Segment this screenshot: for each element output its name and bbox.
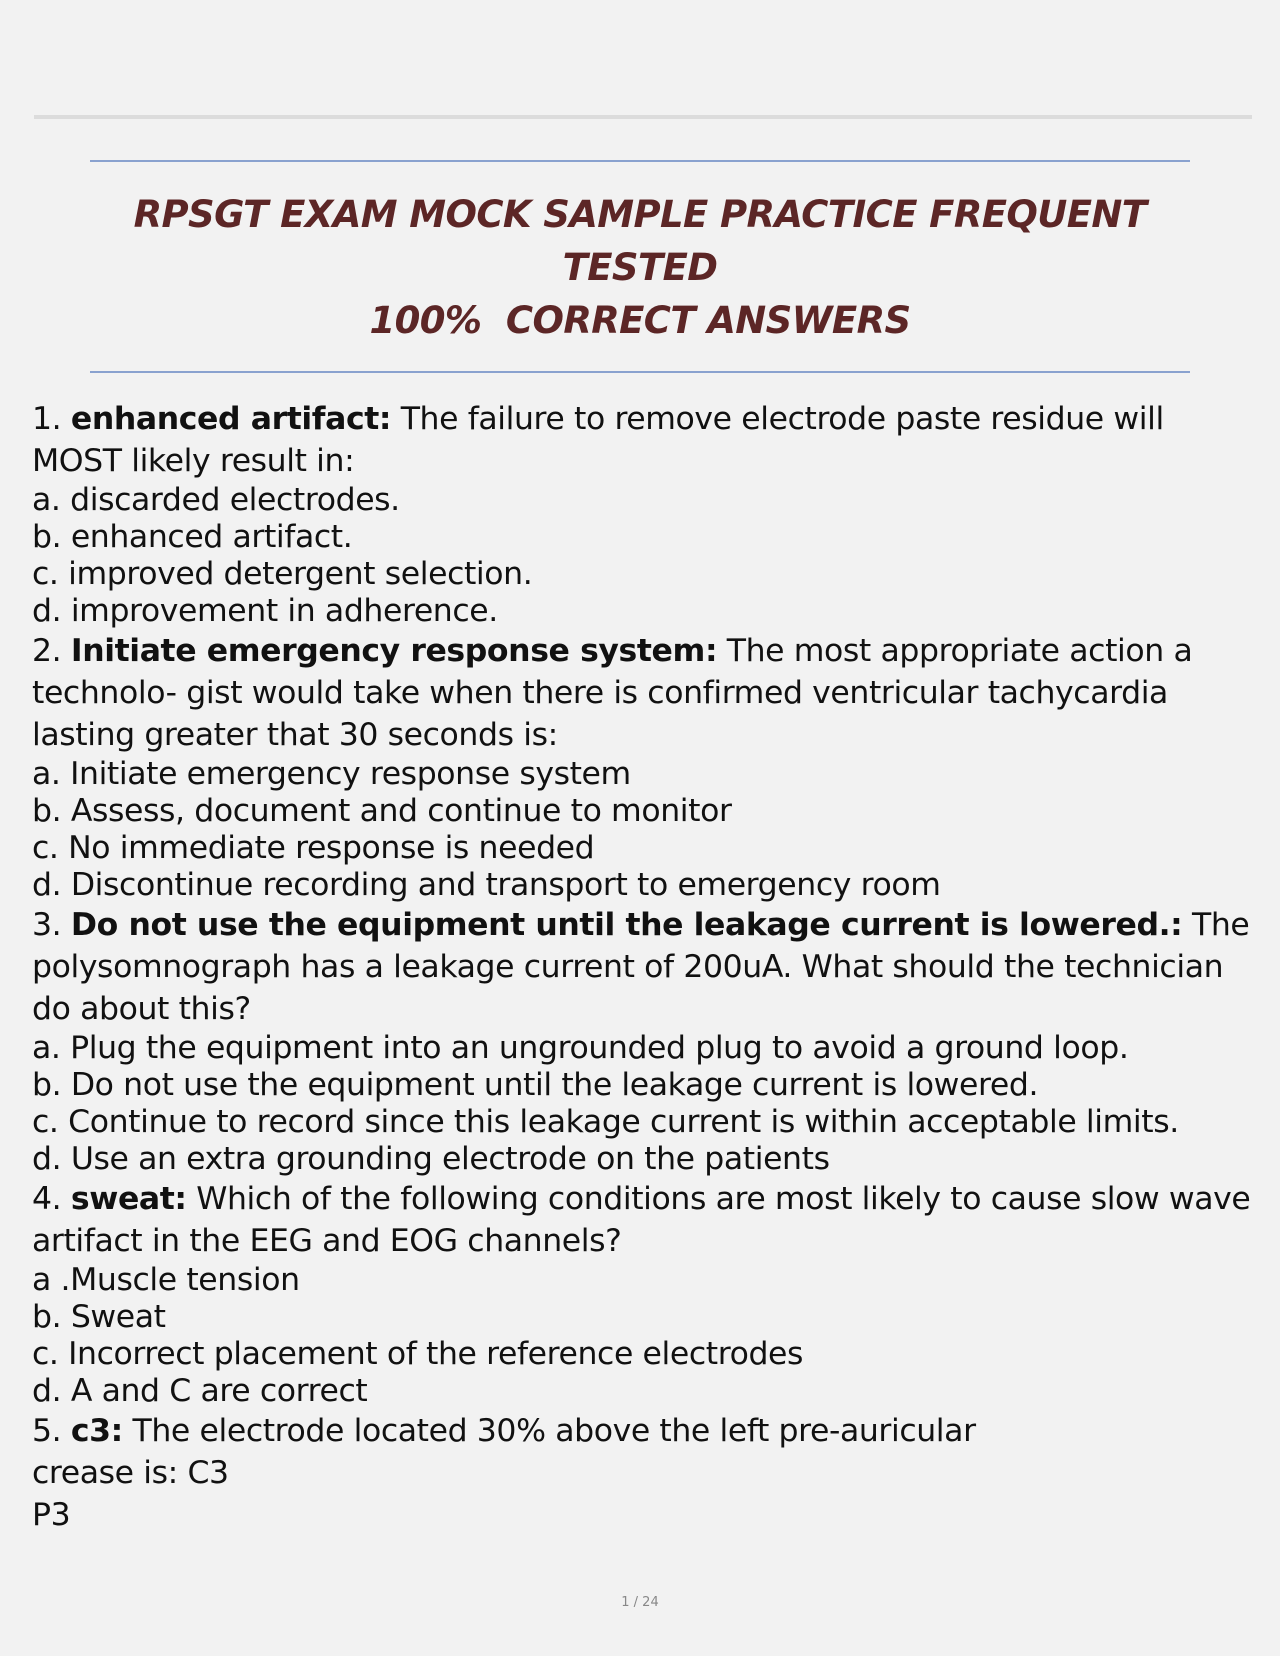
option-d: d. A and C are correct bbox=[32, 1373, 368, 1409]
question-extra-text: P3 bbox=[32, 1497, 71, 1533]
question-prompt: The most appropriate action a technolo- gist would take when there is confirmed ventricular tachycardia lasting greater that 30 seconds is: bbox=[32, 633, 1193, 753]
question-prompt: The polysomnograph has a leakage current of 200uA. What should the technician do about this? bbox=[32, 907, 1250, 1027]
question-4 bbox=[32, 1178, 1257, 1410]
question-2 bbox=[32, 630, 1257, 904]
question-text bbox=[32, 904, 1257, 1030]
option-b: b. enhanced artifact. bbox=[32, 519, 353, 555]
question-number: 3. bbox=[32, 907, 62, 943]
option-b: b. Assess, document and continue to monitor bbox=[32, 793, 732, 829]
question-1 bbox=[32, 398, 1257, 630]
question-list bbox=[32, 398, 1257, 1536]
title-line-2: 100% CORRECT ANSWERS bbox=[369, 299, 911, 342]
document-title bbox=[90, 188, 1190, 347]
title-line-1: RPSGT EXAM MOCK SAMPLE PRACTICE FREQUENT TESTED bbox=[133, 193, 1147, 289]
option-c: c. No immediate response is needed bbox=[32, 830, 595, 866]
answer-key: Do not use the equipment until the leakage current is lowered.: bbox=[70, 907, 1183, 943]
question-5 bbox=[32, 1410, 1257, 1536]
question-text bbox=[32, 1410, 1257, 1452]
option-c: c. improved detergent selection. bbox=[32, 556, 533, 592]
option-d: d. Discontinue recording and transport to emergency room bbox=[32, 867, 941, 903]
page-indicator: 1 / 24 bbox=[621, 1595, 659, 1610]
question-text bbox=[32, 630, 1257, 756]
option-c: c. Continue to record since this leakage current is within acceptable limits. bbox=[32, 1104, 1179, 1140]
option-d: d. improvement in adherence. bbox=[32, 593, 498, 629]
option-b: b. Do not use the equipment until the leakage current is lowered. bbox=[32, 1067, 1039, 1103]
option-c: c. Incorrect placement of the reference electrodes bbox=[32, 1336, 804, 1372]
answer-key: c3: bbox=[70, 1413, 123, 1449]
option-a: a. Plug the equipment into an ungrounded plug to avoid a ground loop. bbox=[32, 1030, 1129, 1066]
title-top-rule bbox=[90, 160, 1190, 162]
answer-key: sweat: bbox=[70, 1181, 187, 1217]
question-3 bbox=[32, 904, 1257, 1178]
option-d: d. Use an extra grounding electrode on the patients bbox=[32, 1141, 830, 1177]
question-number: 4. bbox=[32, 1181, 62, 1217]
question-prompt: The electrode located 30% above the left pre-auricular bbox=[122, 1413, 976, 1449]
question-prompt: Which of the following conditions are most likely to cause slow wave artifact in the EEG and EOG channels? bbox=[32, 1181, 1251, 1259]
title-bottom-rule bbox=[90, 371, 1190, 373]
question-number: 2. bbox=[32, 633, 62, 669]
question-prompt: The failure to remove electrode paste residue will MOST likely result in: bbox=[32, 401, 1164, 479]
question-prompt-continued: crease is: C3 bbox=[32, 1455, 229, 1491]
option-b: b. Sweat bbox=[32, 1299, 166, 1335]
question-number: 5. bbox=[32, 1413, 62, 1449]
top-divider bbox=[34, 115, 1252, 119]
option-a: a. discarded electrodes. bbox=[32, 482, 400, 518]
option-a: a. Initiate emergency response system bbox=[32, 756, 631, 792]
question-text bbox=[32, 398, 1257, 482]
question-text bbox=[32, 1178, 1257, 1262]
answer-key: Initiate emergency response system: bbox=[70, 633, 718, 669]
title-block bbox=[90, 160, 1190, 373]
option-a: a .Muscle tension bbox=[32, 1262, 300, 1298]
question-number: 1. bbox=[32, 401, 62, 437]
answer-key: enhanced artifact: bbox=[70, 401, 392, 437]
